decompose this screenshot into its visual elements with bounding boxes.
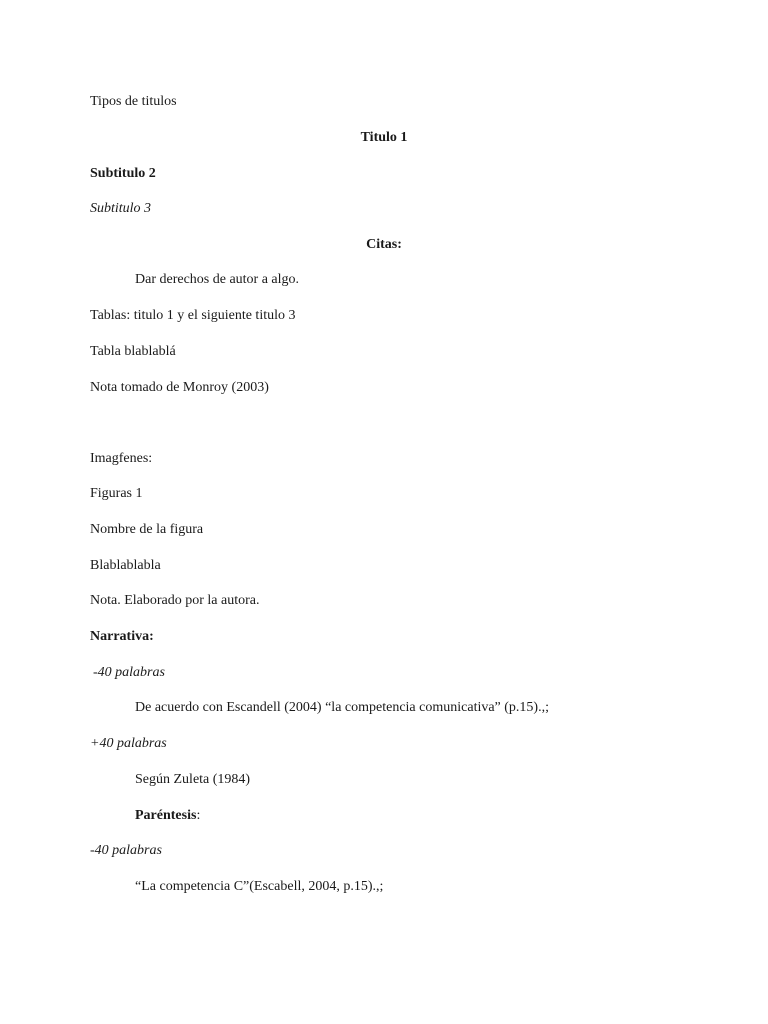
menos-40-palabras-parentesis: -40 palabras	[90, 843, 162, 858]
subtitle-level-2: Subtitulo 2	[90, 166, 156, 181]
zuleta-line: Según Zuleta (1984)	[135, 772, 251, 787]
subtitle-level-3: Subtitulo 3	[90, 201, 152, 216]
figuras-line: Figuras 1	[90, 486, 143, 501]
blablabla-line: Blablablabla	[90, 558, 161, 573]
citas-heading: Citas:	[366, 237, 402, 252]
narrativa-heading: Narrativa:	[90, 629, 154, 644]
nota-autora-line: Nota. Elaborado por la autora.	[90, 593, 260, 608]
mas-40-palabras: +40 palabras	[90, 736, 167, 751]
tabla-line: Tabla blablablá	[90, 344, 176, 359]
imagenes-heading: Imagfenes:	[90, 451, 153, 466]
escandell-quote-line: De acuerdo con Escandell (2004) “la competencia comunicativa” (p.15).,;	[135, 700, 549, 715]
parentesis-colon: :	[196, 808, 201, 823]
citas-paragraph: Dar derechos de autor a algo.	[135, 272, 300, 287]
tablas-line: Tablas: titulo 1 y el siguiente titulo 3	[90, 308, 296, 323]
parentesis-heading	[90, 806, 678, 826]
nota-monroy-line: Nota tomado de Monroy (2003)	[90, 380, 269, 395]
parentesis-label: Paréntesis	[135, 808, 197, 823]
escabell-quote-line: “La competencia C”(Escabell, 2004, p.15).,;	[135, 879, 384, 894]
doc-heading-tipos: Tipos de titulos	[90, 94, 177, 109]
nombre-figura-line: Nombre de la figura	[90, 522, 204, 537]
title-level-1: Titulo 1	[360, 130, 408, 145]
menos-40-palabras-narrativa: -40 palabras	[93, 665, 165, 680]
